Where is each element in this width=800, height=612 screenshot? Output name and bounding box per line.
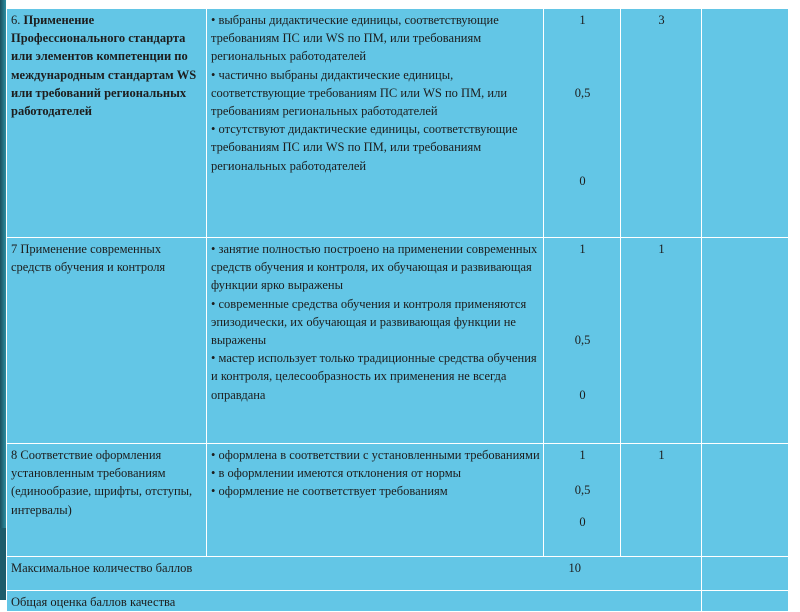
table-row <box>7 238 789 444</box>
score-value: 1 <box>579 13 586 27</box>
scores-cell <box>544 238 621 444</box>
indicators-cell <box>207 9 544 238</box>
max-score-cell <box>621 444 702 557</box>
criterion-cell <box>7 444 207 557</box>
criterion-cell <box>7 238 207 444</box>
table-row <box>7 9 789 238</box>
empty-cell <box>702 9 789 238</box>
partial-row-label: Общая оценка баллов качества <box>11 595 176 609</box>
max-score-value: 3 <box>658 13 665 27</box>
indicator-item: • оформлена в соответствии с установленными требованиями <box>211 448 540 462</box>
indicator-item: • современные средства обучения и контроля применяются эпизодически, их обучающая и развивающая функции не выражены <box>211 296 527 348</box>
score-value: 0,5 <box>574 86 591 100</box>
score-value: 0 <box>579 515 586 529</box>
criterion-text: Применение Профессионального стандарта или элементов компетенции по международным стандартам WS или требований региональных работодателей <box>11 13 197 119</box>
criterion-number: 6. <box>11 13 21 27</box>
empty-cell <box>702 238 789 444</box>
score-value: 1 <box>579 448 586 462</box>
scores-cell <box>544 9 621 238</box>
criterion-text: 7 Применение современных средств обучения и контроля <box>11 242 166 275</box>
score-value: 0,5 <box>574 333 591 347</box>
indicator-item: • в оформлении имеются отклонения от нормы <box>211 466 462 481</box>
criterion-cell <box>7 9 207 238</box>
indicators-cell <box>207 238 544 444</box>
partial-row <box>7 591 789 612</box>
indicator-item: • отсутствуют дидактические единицы, соответствующие требованиям ПС или WS по ПМ, или требованиям региональных работодателей <box>211 122 518 173</box>
score-value: 0 <box>579 388 586 402</box>
score-value: 0,5 <box>574 483 591 497</box>
max-score-cell <box>621 9 702 238</box>
total-cell <box>7 557 702 591</box>
score-value: 1 <box>579 242 586 256</box>
empty-cell <box>702 444 789 557</box>
max-score-value: 1 <box>658 242 665 256</box>
total-label: Максимальное количество баллов <box>11 561 193 575</box>
indicator-item: • оформление не соответствует требованиям <box>211 484 448 499</box>
criterion-text: 8 Соответствие оформления установленным требованиям (единообразие, шрифты, отступы, интервалы) <box>11 448 193 517</box>
empty-cell <box>702 557 789 591</box>
indicators-cell <box>207 444 544 557</box>
scores-cell <box>544 444 621 557</box>
evaluation-criteria-table <box>6 8 789 612</box>
total-value: 10 <box>568 561 581 575</box>
table-row <box>7 444 789 557</box>
indicator-item: • частично выбраны дидактические единицы, соответствующие требованиям ПС или WS по ПМ, или требованиям региональных работодателей <box>211 67 508 119</box>
indicator-item: • занятие полностью построено на применении современных средств обучения и контроля, их обучающая и развивающая функции ярко выражены <box>211 242 538 293</box>
indicator-item: • выбраны дидактические единицы, соответствующие требованиям ПС или WS по ПМ, или требованиям региональных работодателей <box>211 13 499 64</box>
indicator-item: • мастер использует только традиционные средства обучения и контроля, целесообразность их применения не всегда оправдана <box>211 351 537 402</box>
total-row <box>7 557 789 591</box>
max-score-value: 1 <box>658 448 665 462</box>
empty-cell <box>702 591 789 612</box>
partial-cell <box>7 591 702 612</box>
score-value: 0 <box>579 174 586 188</box>
max-score-cell <box>621 238 702 444</box>
